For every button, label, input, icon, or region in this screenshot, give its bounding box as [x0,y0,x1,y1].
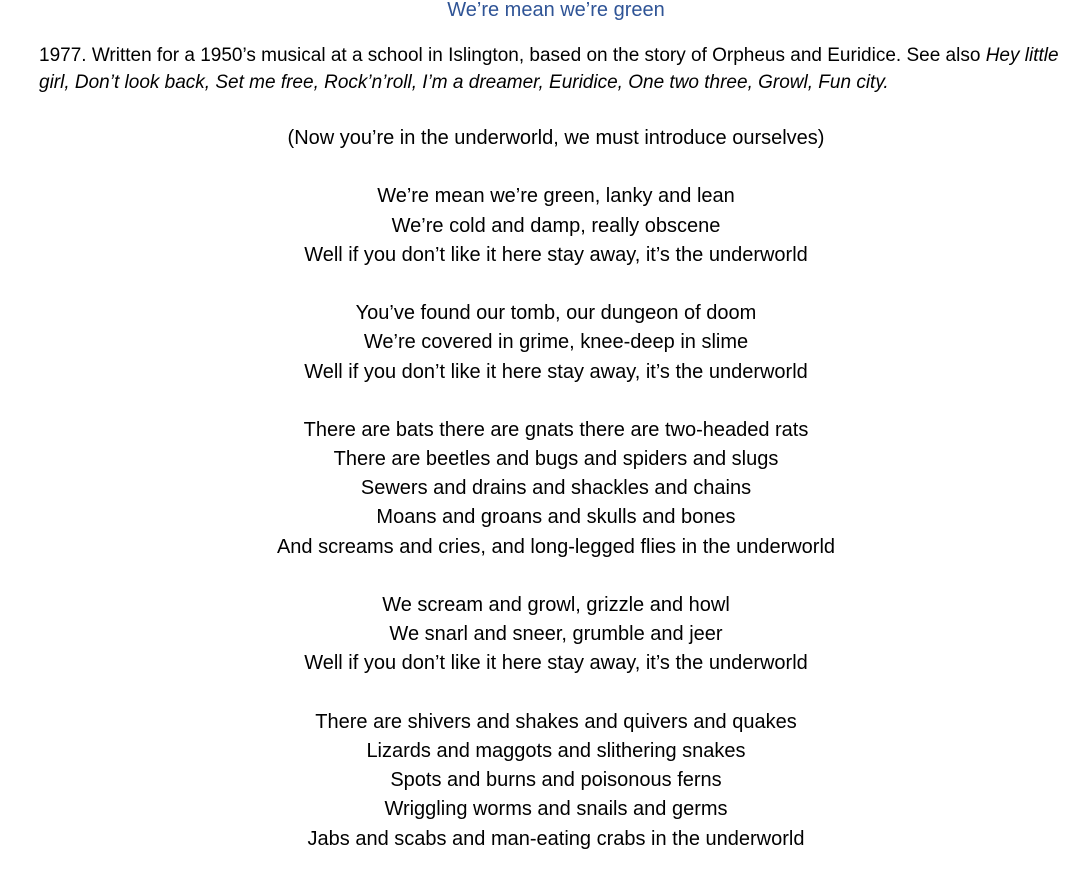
lyric-line: There are beetles and bugs and spiders and slugs [333,448,779,471]
stanza-gap [0,270,1084,299]
intro-end: . [883,72,889,93]
lyric-line: And screams and cries, and long-legged flies in the underworld [276,535,836,558]
lyric-line: We snarl and sneer, grumble and jeer [389,623,723,646]
spoken-intro: (Now you’re in the underworld, we must introduce ourselves) [287,127,825,149]
lyric-line: We’re cold and damp, really obscene [391,214,721,237]
lyrics [0,124,1084,854]
lyric-line: We’re covered in grime, knee-deep in slime [363,331,749,354]
see-also-list: Hey little girl, Don’t look back, Set me free, Rock’n’roll, I’m a dreamer, Euridice, One two three, Growl, Fun city [39,45,1059,93]
song-title: We’re mean we’re green [447,0,665,21]
lyric-line: Well if you don’t like it here stay away, it’s the underworld [304,243,808,266]
stanza-gap [0,679,1084,708]
stanza-gap [0,562,1084,591]
lyric-line: There are bats there are gnats there are two-headed rats [303,418,809,441]
lyric-line: Moans and groans and skulls and bones [376,506,736,529]
lyric-line: We scream and growl, grizzle and howl [382,594,730,616]
lyric-line: Well if you don’t like it here stay away, it’s the underworld [304,652,808,675]
lyric-line: Lizards and maggots and slithering snakes [366,739,746,762]
lyric-line: Jabs and scabs and man-eating crabs in the underworld [307,827,805,850]
stanza-gap [0,153,1084,182]
intro-paragraph [39,42,1079,96]
lyric-line: Well if you don’t like it here stay away, it’s the underworld [304,360,808,383]
stanza-gap [0,387,1084,416]
lyric-line: Wriggling worms and snails and germs [384,798,728,821]
lyric-line: There are shivers and shakes and quivers and quakes [315,710,797,733]
intro-text: 1977. Written for a 1950’s musical at a school in Islington, based on the story of Orpheus and Euridice. See also [39,45,986,66]
lyric-line: You’ve found our tomb, our dungeon of doom [355,302,757,325]
lyric-line: Sewers and drains and shackles and chains [360,477,752,500]
lyric-line: We’re mean we’re green, lanky and lean [377,185,735,208]
lyric-line: Spots and burns and poisonous ferns [390,769,722,792]
